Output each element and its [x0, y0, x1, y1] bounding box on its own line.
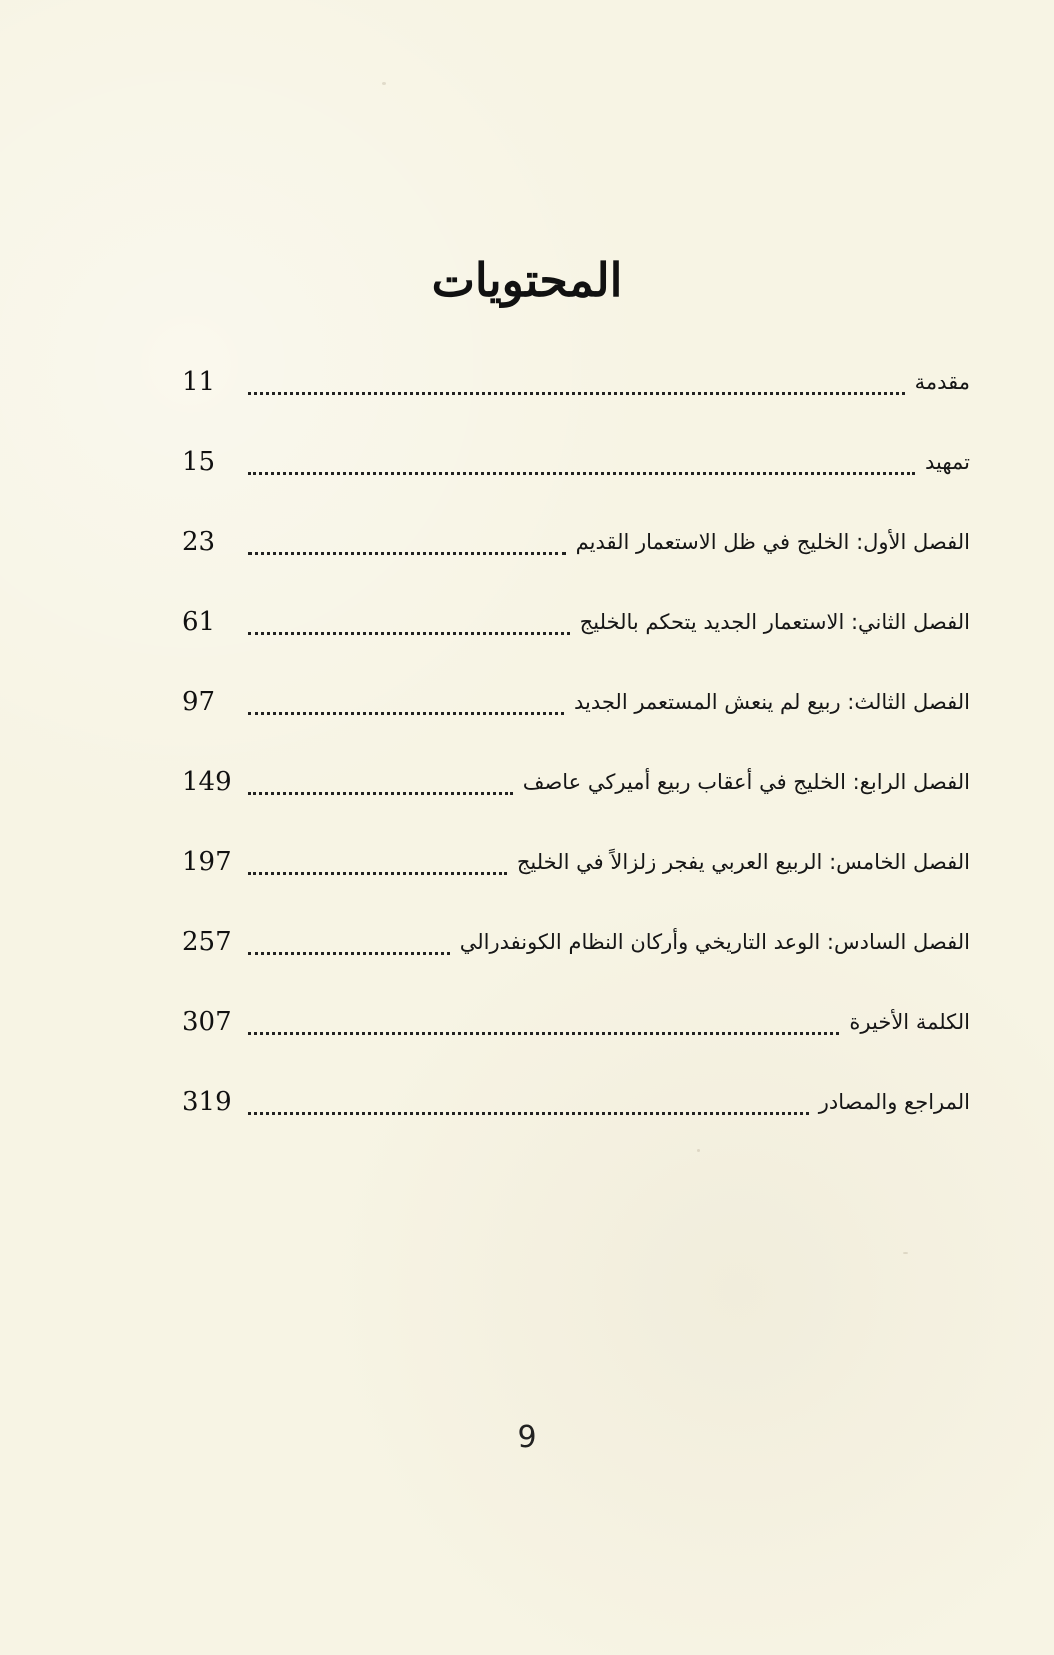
toc-entry-6 [182, 760, 970, 804]
toc-page-number: 257 [182, 927, 232, 957]
toc-page-number: 197 [182, 847, 232, 877]
dot-leader [248, 1110, 809, 1115]
toc-entry-title: الفصل الثالث: ربيع لم ينعش المستعمر الجديد [573, 690, 970, 714]
toc-entry-8 [182, 920, 970, 964]
dot-leader [248, 1030, 839, 1035]
toc-entry-9 [182, 1000, 970, 1044]
toc-page-number: 23 [182, 527, 216, 557]
toc-entry-title: الفصل السادس: الوعد التاريخي وأركان النظام الكونفدرالي [459, 930, 970, 954]
toc-entry-title: تمهيد [924, 450, 970, 474]
toc-page-number: 149 [182, 767, 232, 797]
paper-speck [903, 1252, 908, 1254]
toc-entry-10 [182, 1080, 970, 1124]
dot-leader [248, 390, 905, 395]
toc-entry-title: مقدمة [914, 370, 970, 394]
toc-entry-4 [182, 600, 970, 644]
toc-entry-2 [182, 440, 970, 484]
toc-entry-title: الفصل الثاني: الاستعمار الجديد يتحكم بالخليج [579, 610, 970, 634]
toc-entry-title: الفصل الرابع: الخليج في أعقاب ربيع أميركي عاصف [522, 770, 970, 794]
dot-leader [248, 710, 564, 715]
dot-leader [248, 790, 513, 795]
paper-speck [382, 82, 386, 85]
toc-page-number: 97 [182, 687, 216, 717]
toc-page-number: 319 [182, 1087, 232, 1117]
toc-entry-title: الكلمة الأخيرة [849, 1010, 970, 1034]
dot-leader [248, 550, 566, 555]
page-number: 9 [517, 1420, 537, 1455]
toc-page-number: 15 [182, 447, 216, 477]
toc-page-number: 61 [182, 607, 216, 637]
table-of-contents [182, 360, 970, 1180]
toc-entry-5 [182, 680, 970, 724]
dot-leader [248, 870, 507, 875]
toc-entry-title: الفصل الأول: الخليج في ظل الاستعمار القديم [575, 530, 970, 554]
dot-leader [248, 470, 915, 475]
toc-entry-3 [182, 520, 970, 564]
toc-entry-1 [182, 360, 970, 404]
dot-leader [248, 950, 450, 955]
page-title: المحتويات [431, 252, 623, 307]
toc-entry-title: المراجع والمصادر [818, 1090, 970, 1114]
dot-leader [248, 630, 570, 635]
toc-page-number: 11 [182, 367, 216, 397]
toc-page-number: 307 [182, 1007, 232, 1037]
toc-entry-title: الفصل الخامس: الربيع العربي يفجر زلزالاً في الخليج [516, 850, 970, 874]
toc-entry-7 [182, 840, 970, 884]
